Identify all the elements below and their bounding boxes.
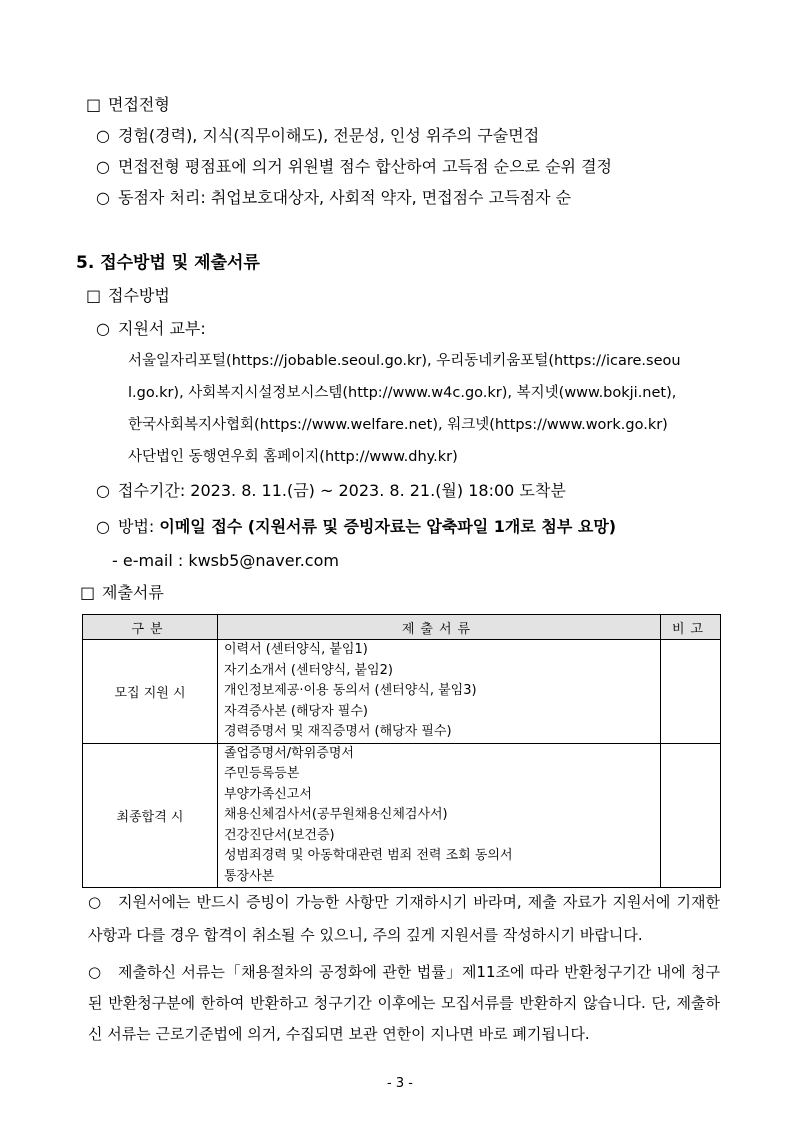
circle-bullet-icon: ○	[96, 481, 110, 500]
email-line: - e-mail : kwsb5@naver.com	[112, 551, 339, 570]
column-header: 제출서류	[218, 615, 661, 640]
table-row	[83, 640, 721, 744]
column-header: 구분	[83, 615, 218, 640]
document-item: 통장사본	[224, 868, 275, 884]
row-items	[218, 640, 661, 744]
square-bullet-icon: □	[86, 286, 102, 305]
row-category: 최종합격 시	[83, 743, 218, 888]
column-header: 비고	[661, 615, 721, 640]
document-item: 성범죄경력 및 아동학대관련 범죄 전력 조회 동의서	[224, 848, 513, 863]
circle-bullet-icon: ○	[96, 319, 110, 338]
period-line: ○ 접수기간: 2023. 8. 11.(금) ~ 2023. 8. 21.(월) 18:00 도착분	[96, 481, 566, 500]
interview-bullet: ○ 동점자 처리: 취업보호대상자, 사회적 약자, 면접점수 고득점자 순	[96, 188, 572, 207]
document-item: 자격증사본 (해당자 필수)	[224, 703, 368, 719]
document-item: 채용신체검사서(공무원채용신체검사서)	[224, 807, 448, 822]
document-item: 주민등록등본	[224, 766, 300, 781]
note-paragraph: ○ 제출하신 서류는「채용절차의 공정화에 관한 법률」제11조에 따라 반환청구기간 내에 청구된 반환청구분에 한하여 반환하고 청구기간 이후에는 모집서류를 반환하지 않습니다. 단, 제출하신 서류는 근로기준법에 의거, 수집되면 보관 연한이 지나면 바로 폐기됩니다.	[88, 957, 720, 1050]
row-items	[218, 743, 661, 888]
circle-bullet-icon: ○	[88, 893, 102, 911]
distribution-line: 서울일자리포털(https://jobable.seoul.go.kr), 우리동네키움포털(https://icare.seou	[128, 353, 681, 369]
note-paragraph: ○ 지원서에는 반드시 증빙이 가능한 사항만 기재하시기 바라며, 제출 자료가 지원서에 기재한 사항과 다를 경우 합격이 취소될 수 있으니, 주의 깊게 지원서를 작성하시기 바랍니다.	[88, 886, 720, 952]
distribution-line: 사단법인 동행연우회 홈페이지(http://www.dhy.kr)	[128, 449, 458, 465]
circle-bullet-icon: ○	[88, 963, 102, 981]
distribution-line: 한국사회복지사협회(https://www.welfare.net), 워크넷(https://www.work.go.kr)	[128, 417, 668, 433]
row-category: 모집 지원 시	[83, 640, 218, 744]
square-bullet-icon: □	[80, 583, 96, 602]
docs-heading: □ 제출서류	[80, 583, 164, 602]
square-bullet-icon: □	[86, 95, 102, 114]
row-note	[661, 640, 721, 744]
circle-bullet-icon: ○	[96, 126, 110, 145]
interview-heading: □ 면접전형	[86, 95, 170, 114]
document-item: 개인정보제공·이용 동의서 (센터양식, 붙임3)	[224, 683, 477, 698]
section-title: 5. 접수방법 및 제출서류	[76, 253, 260, 273]
page-number: - 3 -	[387, 1076, 413, 1091]
document-item: 자기소개서 (센터양식, 붙임2)	[224, 662, 393, 678]
document-item: 건강진단서(보건증)	[224, 827, 335, 843]
table-row	[83, 743, 721, 888]
circle-bullet-icon: ○	[96, 188, 110, 207]
document-item: 이력서 (센터양식, 붙임1)	[224, 642, 368, 657]
table-header-row	[83, 615, 721, 640]
interview-bullet: ○ 경험(경력), 지식(직무이해도), 전문성, 인성 위주의 구술면접	[96, 126, 540, 145]
row-note	[661, 743, 721, 888]
method-heading: □ 접수방법	[86, 286, 170, 305]
method-line: ○ 방법: 이메일 접수 (지원서류 및 증빙자료는 압축파일 1개로 첨부 요망)	[96, 517, 617, 536]
document-item: 경력증명서 및 재직증명서 (해당자 필수)	[224, 724, 452, 739]
documents-table	[82, 614, 721, 888]
circle-bullet-icon: ○	[96, 517, 110, 536]
distribution-line: l.go.kr), 사회복지시설정보시스템(http://www.w4c.go.kr), 복지넷(www.bokji.net),	[128, 385, 677, 401]
distribution-label: ○ 지원서 교부:	[96, 319, 206, 338]
interview-bullet: ○ 면접전형 평점표에 의거 위원별 점수 합산하여 고득점 순으로 순위 결정	[96, 157, 612, 176]
circle-bullet-icon: ○	[96, 157, 110, 176]
document-item: 부양가족신고서	[224, 786, 312, 802]
document-item: 졸업증명서/학위증명서	[224, 745, 354, 761]
